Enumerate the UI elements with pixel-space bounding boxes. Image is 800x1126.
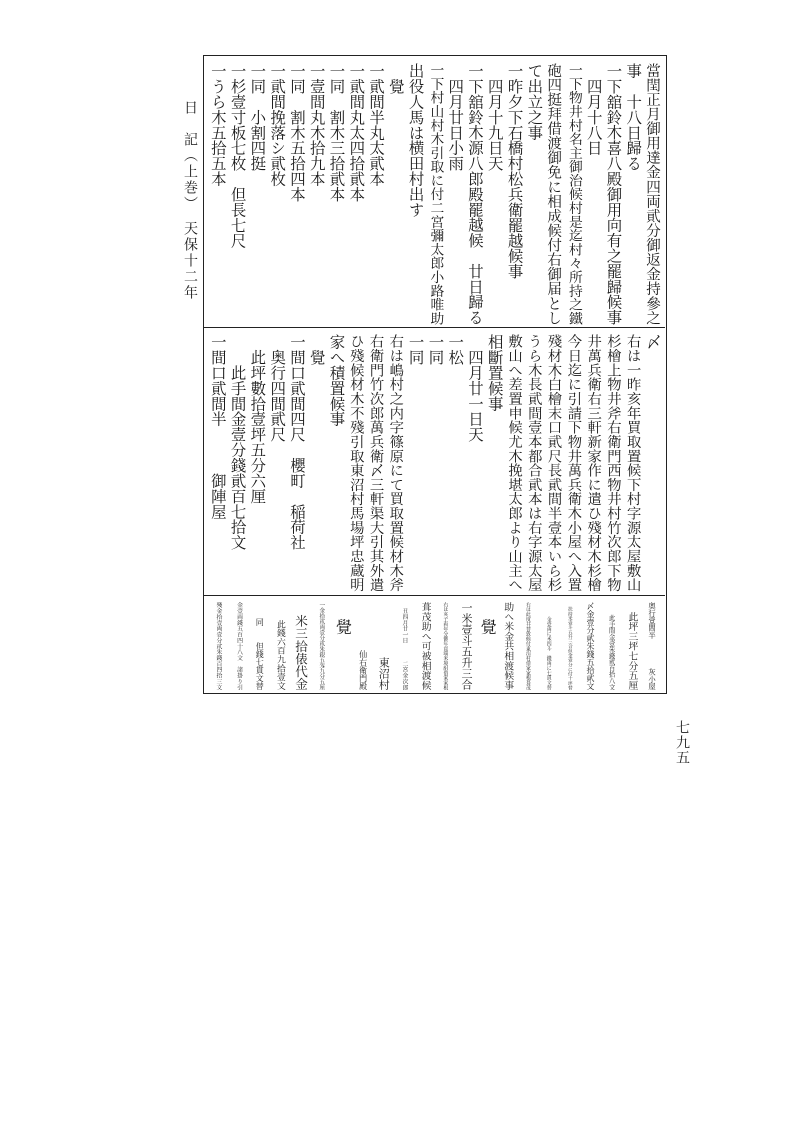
text-column: 仙右衛門殿 <box>358 602 368 690</box>
text-column: 四月十九日天 <box>485 63 504 172</box>
text-column: 砲四挺拜借渡御免に相成候付右御届とし <box>545 63 563 325</box>
text-column: 金壹両に米四斗 錢両に七貫文替 <box>545 602 552 690</box>
text-column: 一同 <box>426 334 445 365</box>
text-column: うら木長貮間壹本都合貮本は右字源太屋 <box>526 334 543 592</box>
text-column: 金壹両錢五百四十八文 諸掛り引 <box>235 602 242 690</box>
text-column: 一金拾貮両壹分貮朱銀五匁九分五厘 <box>318 602 325 690</box>
text-column: 一下村山村木引取に付二宮彌太郎小路唯助 <box>427 63 444 325</box>
text-column: 出役人馬は横田村出す <box>406 63 425 218</box>
text-column: 殘金拾壹両壹分貮朱錢百四拾三文 <box>214 602 221 690</box>
running-header: 日 記（上巻） 天保十二年 <box>182 100 198 301</box>
top-band <box>207 63 662 325</box>
text-column: 覺 <box>332 602 352 635</box>
text-column: て出立之事 <box>525 63 544 141</box>
text-column: 同 但錢七貫文替 <box>255 602 265 690</box>
text-column: 今日迄に引請下物井萬兵衛木小屋へ入置 <box>565 334 582 592</box>
text-column: 右は亥子両年分御年貢端米境組借家家根 <box>442 602 449 690</box>
text-column: 井萬兵衛右三軒新家作に遣ひ殘材木杉檜 <box>585 334 602 592</box>
text-column: 相斷置候事 <box>485 334 504 412</box>
text-column: 一同 <box>406 334 425 365</box>
text-column: 一壹間丸木拾九本 <box>307 63 326 187</box>
text-column: 此坪三坪七分五厘 <box>626 602 638 690</box>
text-column: 右は一昨亥年買取置候下村字源太屋敷山 <box>625 334 642 592</box>
text-column: 一下舘鈴木源八郎殿罷越候 廿日歸る <box>465 63 484 325</box>
text-column: 一同 割木五拾四本 <box>287 63 306 202</box>
text-column: 一松 <box>446 334 465 365</box>
band-divider-1 <box>203 327 665 328</box>
text-column: 四月十八日 <box>584 63 603 156</box>
text-column: 一貮間挽落シ貮枚 <box>268 63 287 187</box>
text-column: 右は此度井替致候付東沼村借家家根葺茂 <box>524 602 531 690</box>
text-column: 此手間金壹分錢貮百七拾文 <box>228 334 247 551</box>
text-column: 此坪數拾壹坪五分六厘 <box>248 334 267 504</box>
band-divider-2 <box>203 595 665 596</box>
text-column: 覺 <box>386 63 405 94</box>
text-column: 丑四月廿一日 二宮金次郎 <box>400 602 407 690</box>
bottom-band <box>207 602 662 690</box>
text-column: 一米壹斗五升三合 <box>459 602 473 690</box>
text-column: 事 十八日歸る <box>624 63 643 172</box>
text-column: 一下物井村名主御治候村是迄村々所持之鐵 <box>565 63 582 325</box>
text-column: 右衛門竹次郎萬兵衛〆三軒渠大引其外遣 <box>368 334 385 592</box>
text-column: 一同 割木三拾貮本 <box>327 63 346 202</box>
text-column: 當閏正月御用達金四両貮分御返金持參之 <box>644 63 661 325</box>
text-column: 助へ米金共相渡候事 <box>502 602 514 690</box>
text-column: 米三拾俵代金 <box>293 602 309 690</box>
text-column: 殘材木白檜末口貮尺長貮間半壹本いら杉 <box>546 334 563 592</box>
text-column: 奥行四間貮尺 <box>268 334 287 443</box>
text-column: 一同 小割四挺 <box>248 63 267 172</box>
text-column: 葺茂助へ可被相渡候 <box>419 602 431 690</box>
text-column: 四月廿一日天 <box>465 334 484 443</box>
text-column: 一昨夕下石橋村松兵衛罷越候事 <box>505 63 524 280</box>
middle-band <box>207 334 662 592</box>
text-column: 扶持米壹斗五升三合但金壹分に付十坪替 <box>567 602 573 690</box>
text-column: ひ殘候材木不殘引取東沼村馬場坪忠蔵明 <box>348 334 365 592</box>
text-column: 一間口貮間半 御陣屋 <box>208 334 227 520</box>
text-column: 家へ積置候事 <box>327 334 346 427</box>
text-column: 杉檜上物井斧右衛門西物井村竹次郎下物 <box>605 334 622 592</box>
text-column: 一下舘鈴木喜八殿御用向有之罷歸候事 <box>604 63 623 325</box>
text-column: 一貮間丸太四拾貮本 <box>347 63 366 202</box>
text-column: 四月廿日小雨 <box>446 63 465 172</box>
text-column: 〆金壹分貮朱錢五拾貮文 <box>585 602 595 690</box>
text-column: 一間口貮間四尺 櫻町 稲荷社 <box>287 334 306 551</box>
text-column: 此手間金壹朱錢貮百拾八文 <box>607 602 615 690</box>
text-column: 此錢六百九拾壹文 <box>274 602 285 690</box>
text-column: 覺 <box>307 334 326 365</box>
text-column: 右は嶋村之内字篠原にて買取置候材木斧 <box>387 334 404 592</box>
text-column: 奥行壹間半 灰小屋 <box>648 602 657 690</box>
text-column: 覺 <box>477 602 497 635</box>
text-column: 一杉壹寸板七枚 但長七尺 <box>228 63 247 249</box>
text-column: 東沼村 <box>377 602 391 690</box>
text-column: 一貮間半丸太貮本 <box>367 63 386 187</box>
text-column: 敷山へ差置申候尤木挽堪太郎より山主へ <box>506 334 523 592</box>
page-number: 七九五 <box>674 720 690 765</box>
text-column: 〆 <box>644 334 662 350</box>
text-column: 一うら木五拾五本 <box>208 63 227 187</box>
